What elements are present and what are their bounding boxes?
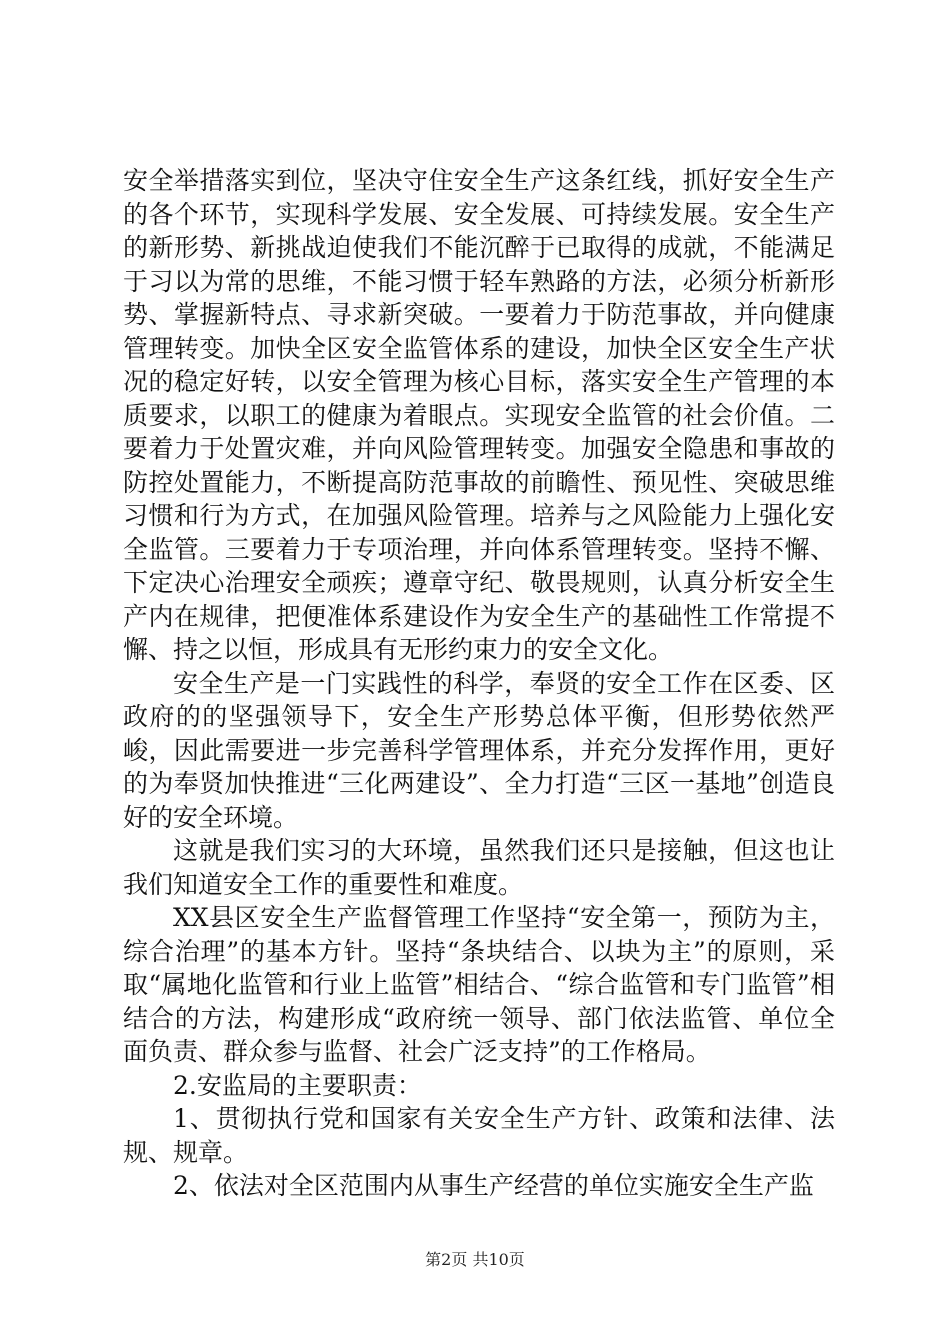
paragraph-4: XX县区安全生产监督管理工作坚持“安全第一，预防为主，综合治理”的基本方针。坚持“条块结合、以块为主”的原则，采取“属地化监管和行业上监管”相结合、“综合监管和专门监管”相结合的方法，构建形成“政府统一领导、部门依法监管、单位全面负责、群众参与监督、社会广泛支持”的工作格局。 — [123, 903, 835, 1066]
paragraph-5-heading: 2.安监局的主要职责： — [173, 1070, 422, 1100]
page-footer: 第2页 共10页 — [425, 1250, 525, 1269]
paragraph-3: 这就是我们实习的大环境，虽然我们还只是接触，但这也让我们知道安全工作的重要性和难度。 — [123, 836, 835, 899]
paragraph-1: 安全举措落实到位，坚决守住安全生产这条红线，抓好安全生产的各个环节，实现科学发展、安全发展、可持续发展。安全生产的新形势、新挑战迫使我们不能沉醉于已取得的成就，不能满足于习以为常的思维，不能习惯于轻车熟路的方法，必须分析新形势、掌握新特点、寻求新突破。一要着力于防范事故，并向健康管理转变。加快全区安全监管体系的建设，加快全区安全生产状况的稳定好转，以安全管理为核心目标，落实安全生产管理的本质要求，以职工的健康为着眼点。实现安全监管的社会价值。二要着力于处置灾难，并向风险管理转变。加强安全隐患和事故的防控处置能力，不断提高防范事故的前瞻性、预见性、突破思维习惯和行为方式，在加强风险管理。培养与之风险能力上强化安全监管。三要着力于专项治理，并向体系管理转变。坚持不懈、下定决心治理安全顽疾；遵章守纪、敬畏规则，认真分析安全生产内在规律，把便准体系建设作为安全生产的基础性工作常提不懈、持之以恒，形成具有无形约束力的安全文化。 — [123, 166, 835, 664]
paragraph-7-list-item: 2、依法对全区范围内从事生产经营的单位实施安全生产监 — [173, 1171, 814, 1200]
paragraph-2: 安全生产是一门实践性的科学，奉贤的安全工作在区委、区政府的的坚强领导下，安全生产形势总体平衡，但形势依然严峻，因此需要进一步完善科学管理体系，并充分发挥作用，更好的为奉贤加快推进“三化两建设”、全力打造“三区一基地”创造良好的安全环境。 — [123, 668, 835, 832]
document-body — [123, 164, 835, 1203]
paragraph-6-list-item: 1、贯彻执行党和国家有关安全生产方针、政策和法律、法规、规章。 — [123, 1104, 835, 1167]
